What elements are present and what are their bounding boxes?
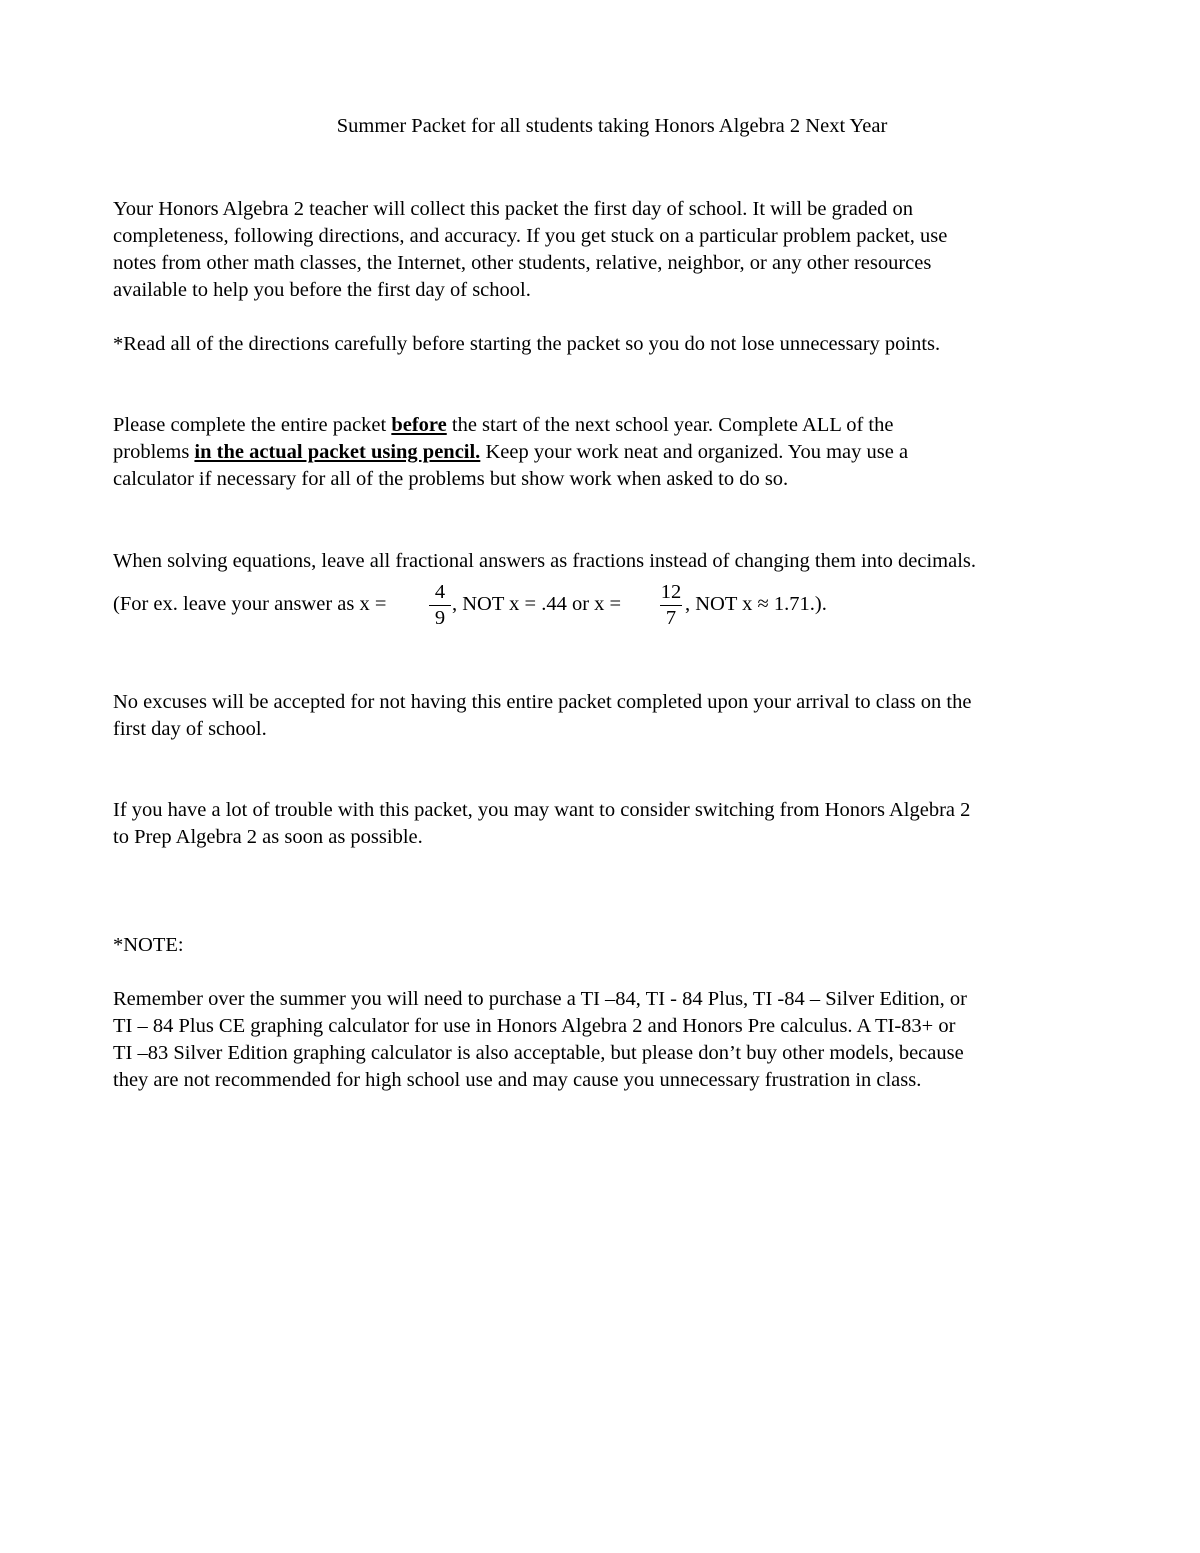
intro-paragraph (113, 196, 1113, 304)
fraction-denominator: 9 (434, 607, 446, 629)
example-text: (For ex. leave your answer as x = (113, 593, 387, 615)
complete-line-3: calculator if necessary for all of the problems but show work when asked to do so. (113, 468, 789, 490)
calculator-line: TI – 84 Plus CE graphing calculator for use in Honors Algebra 2 and Honors Pre calculus. A TI-83+ or (113, 1015, 956, 1037)
intro-line: Your Honors Algebra 2 teacher will collect this packet the first day of school. It will be graded on (113, 198, 914, 220)
calculator-line: TI –83 Silver Edition graphing calculator is also acceptable, but please don’t buy other models, because (113, 1042, 964, 1064)
fraction-twelve-sevenths (659, 582, 683, 628)
complete-instructions-paragraph (113, 412, 1113, 493)
complete-text: Please complete the entire packet (113, 414, 392, 436)
fraction-numerator: 12 (660, 581, 682, 603)
complete-text: problems (113, 441, 195, 463)
calculator-line: Remember over the summer you will need to purchase a TI –84, TI - 84 Plus, TI -84 – Silver Edition, or (113, 988, 968, 1010)
fraction-bar (660, 605, 682, 606)
note-heading-text: *NOTE: (113, 934, 184, 956)
calculator-paragraph (113, 986, 1113, 1094)
fractions-rule-text: When solving equations, leave all fractional answers as fractions instead of changing them into decimals. (113, 550, 977, 572)
read-note-text: *Read all of the directions carefully before starting the packet so you do not lose unnecessary points. (113, 333, 941, 355)
trouble-paragraph (113, 797, 1113, 851)
complete-line-2 (113, 439, 1113, 466)
emphasis-before: before (391, 414, 447, 436)
excuses-line: first day of school. (113, 718, 267, 740)
trouble-line: to Prep Algebra 2 as soon as possible. (113, 826, 423, 848)
intro-line: completeness, following directions, and accuracy. If you get stuck on a particular problem packet, use (113, 225, 948, 247)
complete-text: the start of the next school year. Complete ALL of the (446, 414, 894, 436)
read-directions-note (113, 331, 1113, 358)
fraction-numerator: 4 (434, 581, 446, 603)
trouble-line: If you have a lot of trouble with this packet, you may want to consider switching from Honors Algebra 2 (113, 799, 971, 821)
example-text: , NOT x ≈ 1.71.). (685, 593, 827, 615)
emphasis-pencil: in the actual packet using pencil. (194, 441, 481, 463)
complete-line-1 (113, 412, 1113, 439)
example-text: , NOT x = .44 or x = (452, 593, 622, 615)
note-heading (113, 932, 1113, 959)
excuses-line: No excuses will be accepted for not having this entire packet completed upon your arrival to class on the (113, 691, 972, 713)
packet-title: Summer Packet for all students taking Honors Algebra 2 Next Year (336, 115, 888, 137)
no-excuses-paragraph (113, 689, 1113, 743)
fraction-bar (429, 605, 451, 606)
fraction-denominator: 7 (665, 607, 677, 629)
intro-line: available to help you before the first day of school. (113, 279, 531, 301)
fraction-four-ninths (428, 582, 452, 628)
complete-text: Keep your work neat and organized. You may use a (480, 441, 909, 463)
intro-line: notes from other math classes, the Internet, other students, relative, neighbor, or any other resources (113, 252, 932, 274)
calculator-line: they are not recommended for high school use and may cause you unnecessary frustration in class. (113, 1069, 922, 1091)
fractions-rule-paragraph (113, 548, 1113, 575)
